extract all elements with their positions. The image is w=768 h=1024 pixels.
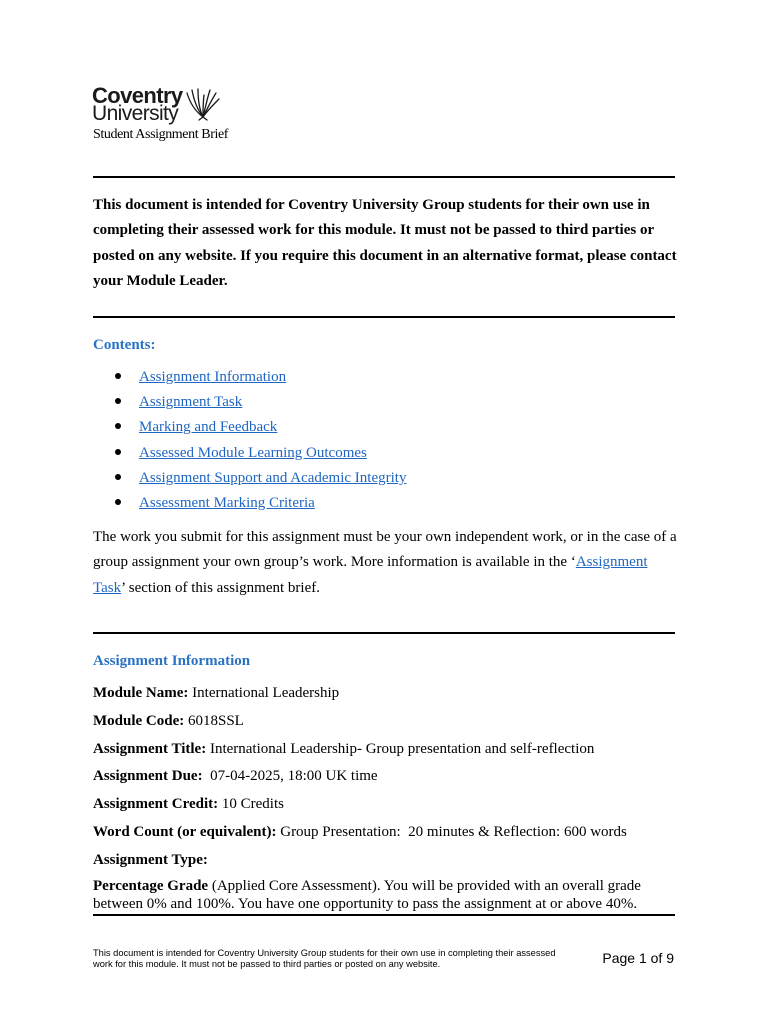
contents-heading: Contents: bbox=[93, 337, 156, 353]
link-marking-and-feedback[interactable]: Marking and Feedback bbox=[139, 419, 278, 436]
document-subtitle: Student Assignment Brief bbox=[93, 127, 229, 142]
contents-item bbox=[115, 466, 406, 491]
intro-text-before: The work you submit for this assignment must be your own independent work, or in the case of a group assignment your own group’s work. More information is available in the ‘ bbox=[93, 529, 677, 571]
field-label: Module Code: bbox=[93, 713, 185, 729]
field-module-code bbox=[93, 712, 244, 730]
logo-wordmark bbox=[92, 83, 183, 125]
divider bbox=[93, 632, 675, 634]
link-marking-criteria[interactable]: Assessment Marking Criteria bbox=[139, 494, 315, 511]
field-value: 6018SSL bbox=[184, 713, 244, 729]
link-assignment-task-inline[interactable]: Assignment Task bbox=[93, 554, 648, 596]
contents-item bbox=[115, 491, 406, 516]
field-assignment-credit bbox=[93, 795, 284, 813]
field-value: 10 Credits bbox=[218, 796, 284, 812]
field-assignment-title bbox=[93, 740, 594, 758]
independent-work-paragraph bbox=[93, 525, 678, 601]
field-label: Assignment Type: bbox=[93, 852, 208, 868]
divider bbox=[93, 914, 675, 916]
field-label: Module Name: bbox=[93, 685, 189, 701]
field-value: International Leadership- Group presentation and self-reflection bbox=[206, 741, 595, 757]
field-label: Word Count (or equivalent): bbox=[93, 824, 277, 840]
field-assignment-due bbox=[93, 767, 378, 785]
footer-notice: This document is intended for Coventry University Group students for their own use in completing their assessed work for this module. It must not be passed to third parties or posted on any website. bbox=[93, 948, 556, 969]
field-label: Assignment Credit: bbox=[93, 796, 219, 812]
contents-list bbox=[115, 365, 406, 516]
page-number: Page 1 of 9 bbox=[602, 950, 674, 966]
divider bbox=[93, 176, 675, 178]
phoenix-icon bbox=[185, 87, 221, 121]
field-label: Assignment Title: bbox=[93, 741, 207, 757]
percentage-grade-paragraph bbox=[93, 878, 678, 913]
field-assignment-type bbox=[93, 851, 208, 869]
logo-line-2: University bbox=[92, 102, 179, 125]
contents-item bbox=[115, 365, 406, 390]
contents-item bbox=[115, 390, 406, 415]
assignment-information-heading: Assignment Information bbox=[93, 653, 251, 669]
intro-text-after: ’ section of this assignment brief. bbox=[121, 579, 320, 596]
link-assignment-information[interactable]: Assignment Information bbox=[139, 369, 287, 385]
field-module-name bbox=[93, 684, 339, 702]
field-label: Assignment Due: bbox=[93, 768, 203, 784]
link-assignment-task[interactable]: Assignment Task bbox=[139, 394, 243, 411]
logo-line-1: Coventry bbox=[92, 83, 183, 108]
percentage-grade-text: (Applied Core Assessment). You will be provided with an overall grade between 0% and 100%. You have one opportunity to pass the assignment at or above 40%. bbox=[93, 878, 641, 912]
contents-item bbox=[115, 415, 406, 440]
usage-notice: This document is intended for Coventry University Group students for their own use in completing their assessed work for this module. It must not be passed to third parties or posted on any website. If you require this document in an alternative format, please contact your Module Leader. bbox=[93, 197, 677, 289]
link-learning-outcomes[interactable]: Assessed Module Learning Outcomes bbox=[139, 444, 367, 461]
contents-item bbox=[115, 441, 406, 466]
field-word-count bbox=[93, 823, 627, 841]
field-value: Group Presentation: 20 minutes & Reflection: 600 words bbox=[276, 824, 627, 840]
field-value: International Leadership bbox=[188, 685, 340, 701]
divider bbox=[93, 316, 675, 318]
link-support-integrity[interactable]: Assignment Support and Academic Integrity bbox=[139, 469, 407, 486]
field-value: 07-04-2025, 18:00 UK time bbox=[202, 768, 378, 784]
percentage-grade-label: Percentage Grade bbox=[93, 878, 209, 894]
coventry-university-logo bbox=[92, 83, 221, 125]
